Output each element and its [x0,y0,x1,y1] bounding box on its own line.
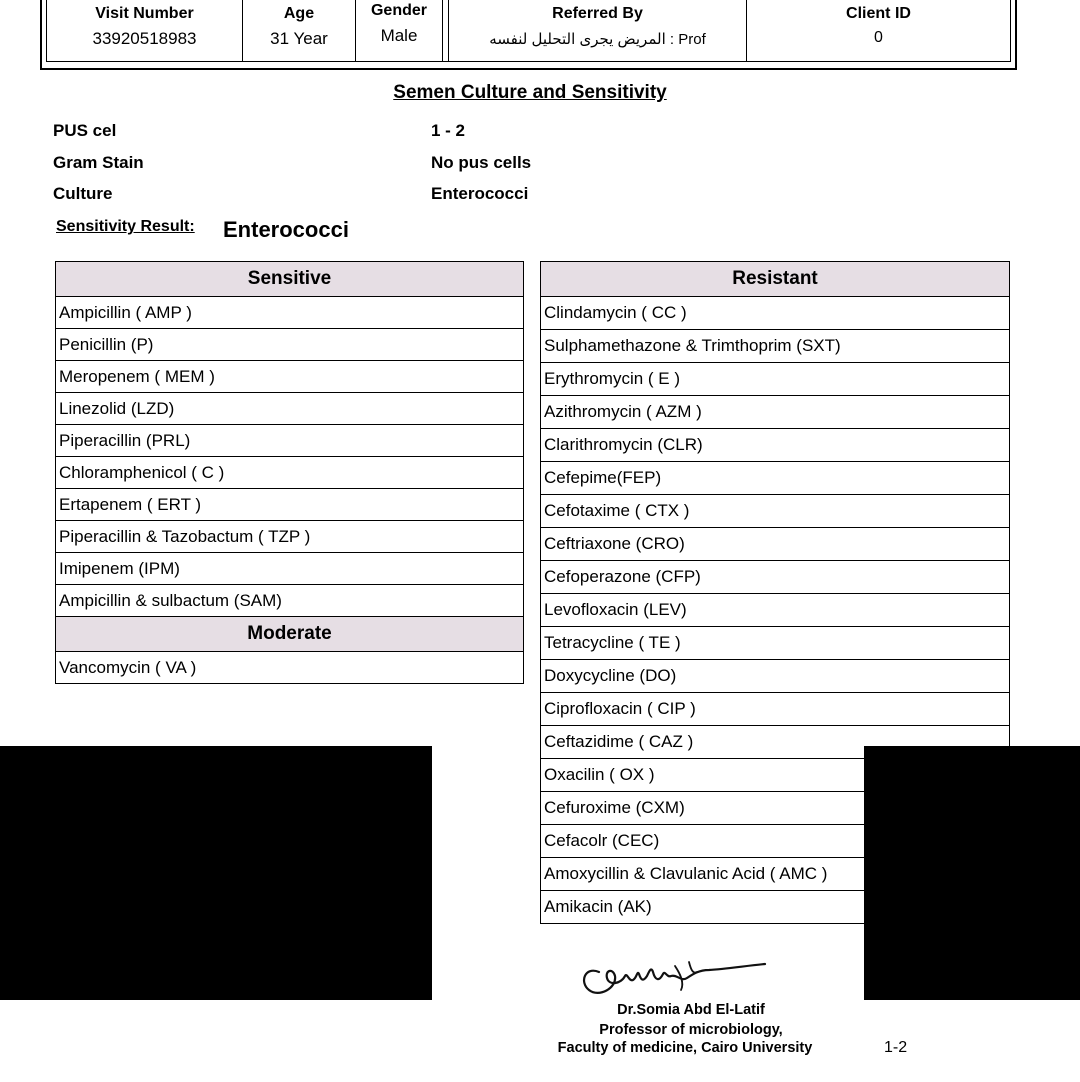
redaction-block-right [864,746,1080,1000]
visit-number-label: Visit Number [95,5,194,22]
referred-by-cell [448,0,747,61]
resistant-item: Tetracycline ( TE ) [541,627,1009,660]
resistant-item: Doxycycline (DO) [541,660,1009,693]
moderate-item: Vancomycin ( VA ) [56,652,523,684]
sensitive-item: Ertapenem ( ERT ) [56,489,523,521]
resistant-item: Amikacin (AK) [541,891,1009,924]
referred-by-value: المريض يجرى التحليل لنفسه : Prof [489,31,706,48]
culture-value: Enterococci [431,184,529,203]
resistant-item: Amoxycillin & Clavulanic Acid ( AMC ) [541,858,1009,891]
referred-by-label: Referred By [552,5,643,22]
resistant-item: Cefuroxime (CXM) [541,792,1009,825]
resistant-item: Levofloxacin (LEV) [541,594,1009,627]
doctor-affiliation: Faculty of medicine, Cairo University [557,1040,813,1056]
resistant-item: Sulphamethazone & Trimthoprim (SXT) [541,330,1009,363]
resistant-item: Erythromycin ( E ) [541,363,1009,396]
client-id-label: Client ID [846,5,911,22]
resistant-item: Cefotaxime ( CTX ) [541,495,1009,528]
pus-cel-label: PUS cel [53,121,117,140]
resistant-item: Azithromycin ( AZM ) [541,396,1009,429]
resistant-item: Cefacolr (CEC) [541,825,1009,858]
age-label: Age [283,5,315,22]
patient-header-table [46,0,1011,62]
age-value: 31 Year [270,29,328,48]
sensitive-item: Imipenem (IPM) [56,553,523,585]
sensitive-item: Chloramphenicol ( C ) [56,457,523,489]
sensitive-item: Meropenem ( MEM ) [56,361,523,393]
gram-stain-value: No pus cells [431,153,532,172]
doctor-name: Dr.Somia Abd El-Latif [617,1002,765,1018]
sensitive-header: Sensitive [56,262,523,297]
sensitive-item: Ampicillin & sulbactum (SAM) [56,585,523,617]
sensitivity-result-label: Sensitivity Result: [56,218,195,235]
resistant-item: Clarithromycin (CLR) [541,429,1009,462]
report-title: Semen Culture and Sensitivity [393,82,667,103]
gender-value: Male [380,26,418,45]
sensitive-item: Piperacillin & Tazobactum ( TZP ) [56,521,523,553]
resistant-item: Cefepime(FEP) [541,462,1009,495]
sensitivity-organism: Enterococci [223,217,349,242]
client-id-value: 0 [874,29,883,46]
culture-label: Culture [53,184,113,203]
gender-label: Gender [370,2,427,19]
visit-number-cell [47,0,243,61]
redaction-block-left [0,746,432,1000]
gender-cell [356,0,443,61]
gram-stain-label: Gram Stain [53,153,144,172]
patient-header [40,0,1017,70]
visit-number-value: 33920518983 [92,29,197,48]
resistant-header: Resistant [541,262,1009,297]
moderate-header: Moderate [56,617,523,652]
sensitive-table [55,261,524,684]
doctor-title: Professor of microbiology, [599,1022,783,1038]
page-number: 1-2 [884,1039,908,1056]
client-id-cell [747,0,1010,61]
pus-cel-value: 1 - 2 [431,121,466,140]
sensitive-item: Ampicillin ( AMP ) [56,297,523,329]
age-cell [243,0,356,61]
resistant-item: Oxacilin ( OX ) [541,759,1009,792]
resistant-item: Ciprofloxacin ( CIP ) [541,693,1009,726]
resistant-item: Clindamycin ( CC ) [541,297,1009,330]
resistant-item: Ceftriaxone (CRO) [541,528,1009,561]
sensitive-item: Penicillin (P) [56,329,523,361]
sensitive-item: Piperacillin (PRL) [56,425,523,457]
signature-image [577,952,767,1000]
resistant-item: Cefoperazone (CFP) [541,561,1009,594]
sensitive-item: Linezolid (LZD) [56,393,523,425]
resistant-item: Ceftazidime ( CAZ ) [541,726,1009,759]
